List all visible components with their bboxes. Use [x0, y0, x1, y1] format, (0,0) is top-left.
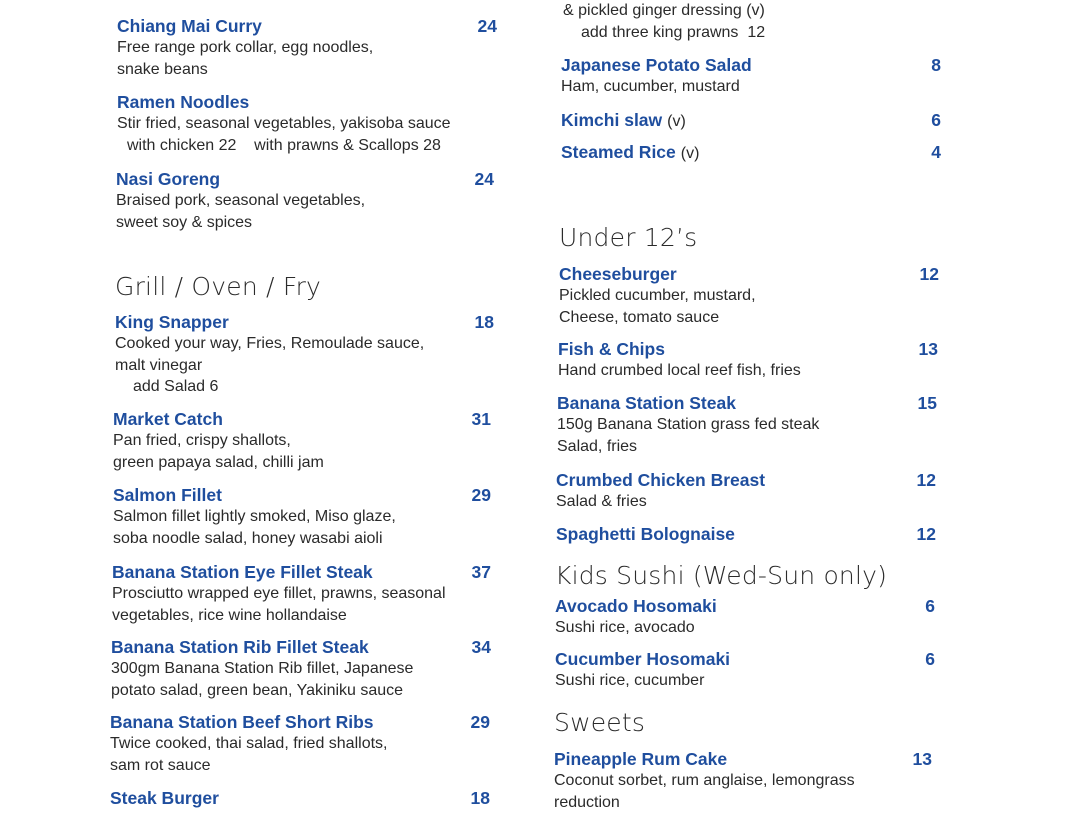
item-price: 12 [920, 264, 939, 285]
item-description: potato salad, green bean, Yakiniku sauce [111, 680, 491, 702]
vegetarian-tag: (v) [667, 113, 686, 130]
item-price: 6 [925, 649, 935, 670]
menu-item-spaghetti [556, 524, 936, 545]
item-description: Free range pork collar, egg noodles, [117, 37, 497, 59]
item-price: 37 [472, 562, 491, 583]
item-name: Pineapple Rum Cake [554, 749, 932, 770]
item-description: sweet soy & spices [116, 212, 494, 234]
menu-item-continued [563, 0, 933, 43]
menu-item-kids-steak [557, 393, 937, 457]
item-description: 300gm Banana Station Rib fillet, Japanese [111, 658, 491, 680]
item-description: Sushi rice, avocado [555, 617, 935, 639]
item-name: Banana Station Beef Short Ribs [110, 712, 490, 733]
item-description: malt vinegar [115, 355, 494, 377]
item-description: snake beans [117, 59, 497, 81]
section-heading-under-12s: Under 12’s [559, 223, 697, 253]
menu-item-steamed-rice [561, 142, 941, 164]
item-name-text: Kimchi slaw [561, 110, 662, 130]
item-price: 15 [918, 393, 937, 414]
item-name: Fish & Chips [558, 339, 938, 360]
item-price: 13 [913, 749, 932, 770]
item-name: King Snapper [115, 312, 494, 333]
item-name [561, 110, 941, 132]
menu-item-salmon-fillet [113, 485, 491, 549]
item-price: 12 [917, 524, 936, 545]
item-price: 12 [917, 470, 936, 491]
item-name: Salmon Fillet [113, 485, 491, 506]
item-description: sam rot sauce [110, 755, 490, 777]
menu-item-crumbed-chicken [556, 470, 936, 513]
item-description: Ham, cucumber, mustard [561, 76, 941, 98]
item-description: Prosciutto wrapped eye fillet, prawns, seasonal [112, 583, 491, 605]
menu-item-fish-and-chips [558, 339, 938, 382]
item-description: reduction [554, 792, 932, 813]
menu-item-cucumber-hosomaki [555, 649, 935, 692]
menu-item-eye-fillet-steak [112, 562, 491, 626]
item-price: 6 [925, 596, 935, 617]
item-price: 34 [472, 637, 491, 658]
item-price: 6 [931, 110, 941, 131]
item-price: 24 [475, 169, 494, 190]
menu-item-ramen-noodles [117, 92, 497, 156]
item-price: 8 [931, 55, 941, 76]
item-description: Braised pork, seasonal vegetables, [116, 190, 494, 212]
menu-item-pineapple-rum-cake [554, 749, 932, 813]
item-description: Cooked your way, Fries, Remoulade sauce, [115, 333, 494, 355]
item-name: Crumbed Chicken Breast [556, 470, 936, 491]
menu-item-cheeseburger [559, 264, 939, 328]
item-options: with chicken 22 with prawns & Scallops 28 [117, 135, 497, 157]
item-name: Banana Station Steak [557, 393, 937, 414]
item-price: 24 [478, 16, 497, 37]
item-name: Chiang Mai Curry [117, 16, 497, 37]
item-description: 150g Banana Station grass fed steak [557, 414, 937, 436]
menu-item-japanese-potato-salad [561, 55, 941, 98]
menu-item-king-snapper [115, 312, 494, 398]
item-name: Banana Station Rib Fillet Steak [111, 637, 491, 658]
menu-item-nasi-goreng [116, 169, 494, 233]
item-name: Avocado Hosomaki [555, 596, 935, 617]
item-description: Salad, fries [557, 436, 937, 458]
menu-item-beef-short-ribs [110, 712, 490, 776]
item-name [561, 142, 941, 164]
item-description: & pickled ginger dressing (v) [563, 0, 933, 22]
menu-item-market-catch [113, 409, 491, 473]
item-name: Steak Burger [110, 788, 490, 809]
item-description: vegetables, rice wine hollandaise [112, 605, 491, 627]
item-description: Twice cooked, thai salad, fried shallots, [110, 733, 490, 755]
item-description: Stir fried, seasonal vegetables, yakisoba sauce [117, 113, 497, 135]
item-description: green papaya salad, chilli jam [113, 452, 491, 474]
section-heading-sweets: Sweets [554, 708, 645, 738]
item-price: 31 [472, 409, 491, 430]
menu-item-chiang-mai-curry [117, 16, 497, 80]
item-price: 13 [919, 339, 938, 360]
menu-item-avocado-hosomaki [555, 596, 935, 639]
item-description: Salmon fillet lightly smoked, Miso glaze, [113, 506, 491, 528]
item-description: Sushi rice, cucumber [555, 670, 935, 692]
item-name: Nasi Goreng [116, 169, 494, 190]
item-name: Spaghetti Bolognaise [556, 524, 936, 545]
item-name: Ramen Noodles [117, 92, 497, 113]
item-name: Cucumber Hosomaki [555, 649, 935, 670]
vegetarian-tag: (v) [681, 145, 700, 162]
item-price: 18 [475, 312, 494, 333]
item-price: 18 [471, 788, 490, 809]
item-name: Market Catch [113, 409, 491, 430]
item-description: Cheese, tomato sauce [559, 307, 939, 329]
item-addon: add three king prawns 12 [563, 22, 933, 44]
item-description: soba noodle salad, honey wasabi aioli [113, 528, 491, 550]
item-price: 29 [471, 712, 490, 733]
item-description: Hand crumbed local reef fish, fries [558, 360, 938, 382]
item-description: Pan fried, crispy shallots, [113, 430, 491, 452]
item-description: Pickled cucumber, mustard, [559, 285, 939, 307]
menu-item-steak-burger [110, 788, 490, 809]
item-name: Japanese Potato Salad [561, 55, 941, 76]
item-price: 4 [931, 142, 941, 163]
item-addon: add Salad 6 [115, 376, 494, 398]
item-description: Salad & fries [556, 491, 936, 513]
item-name-text: Steamed Rice [561, 142, 676, 162]
section-heading-kids-sushi: Kids Sushi (Wed-Sun only) [555, 561, 887, 591]
item-description: Coconut sorbet, rum anglaise, lemongrass [554, 770, 932, 792]
menu-item-rib-fillet-steak [111, 637, 491, 701]
menu-item-kimchi-slaw [561, 110, 941, 132]
item-price: 29 [472, 485, 491, 506]
item-name: Banana Station Eye Fillet Steak [112, 562, 491, 583]
section-heading-grill: Grill / Oven / Fry [115, 272, 321, 302]
item-name: Cheeseburger [559, 264, 939, 285]
